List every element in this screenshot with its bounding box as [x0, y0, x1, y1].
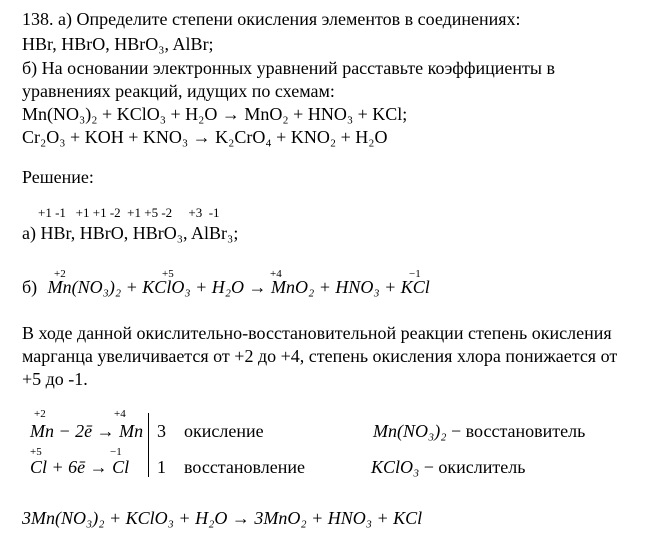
task-line-4: уравнениях реакций, идущих по схемам:: [22, 81, 335, 101]
balance-row1-ox-right: +4: [114, 408, 126, 420]
balance-divider: [148, 413, 149, 477]
balance-row2-process: восстановление: [184, 457, 305, 477]
ox-mn-right: +4: [270, 268, 282, 280]
balance-row1-equation: Mn − 2ē → Mn: [30, 421, 144, 441]
task-line-1: 138. а) Определите степени окисления элементов в соединениях:: [22, 9, 521, 29]
balance-row1-agent: [373, 421, 585, 442]
ox-cl-left: +5: [162, 268, 174, 280]
task-line-5: Mn(NO₃)₂ + KClO₃ + H₂O → MnO₂ + HNO₃ + KCl;: [22, 104, 408, 124]
balance-row2-ox-right: −1: [110, 446, 122, 458]
part-b-line: [22, 276, 430, 298]
oxidation-states-row: +1 -1 +1 +1 -2 +1 +5 -2 +3 -1: [38, 205, 220, 220]
explanation-line-1: В ходе данной окислительно-восстановительной реакции степень окисления: [22, 323, 612, 343]
task-line-6: Cr₂O₃ + KOH + KNO₃ → K₂CrO₄ + KNO₂ + H₂O: [22, 127, 388, 147]
balance-row2-agent: [371, 457, 525, 478]
task-line-3: б) На основании электронных уравнений расставьте коэффициенты в: [22, 58, 555, 78]
part-b-equation: Mn(NO₃)₂ + KClO₃ + H₂O → MnO₂ + HNO₃ + KCl: [47, 277, 430, 297]
balance-row2-ox-left: +5: [30, 446, 42, 458]
solution-heading: Решение:: [22, 167, 94, 187]
balance-row2-coefficient: 1: [157, 457, 166, 477]
part-b-label: б): [22, 277, 38, 297]
balance-row1-process: окисление: [184, 421, 264, 441]
ox-cl-right: −1: [409, 268, 421, 280]
explanation-line-2: марганца увеличивается от +2 до +4, степень окисления хлора понижается от: [22, 346, 618, 366]
final-equation: 3Mn(NO₃)₂ + KClO₃ + H₂O → 3MnO₂ + HNO₃ + KCl: [22, 508, 423, 528]
balance-row1-ox-left: +2: [34, 408, 46, 420]
balance-row1-agent-formula: Mn(NO₃)₂: [373, 421, 447, 441]
part-a-formulas: а) HBr, HBrO, HBrO₃, AlBr₃;: [22, 223, 239, 243]
balance-row1-agent-role: − восстановитель: [451, 421, 586, 441]
explanation-line-3: +5 до -1.: [22, 369, 88, 389]
balance-row2-equation: Cl + 6ē → Cl: [30, 457, 130, 477]
balance-row2-agent-formula: KClO₃: [371, 457, 420, 477]
ox-mn-left: +2: [54, 268, 66, 280]
balance-row1-coefficient: 3: [157, 421, 166, 441]
balance-row2-agent-role: − окислитель: [423, 457, 526, 477]
task-line-2: HBr, HBrO, HBrO₃, AlBr;: [22, 34, 214, 54]
